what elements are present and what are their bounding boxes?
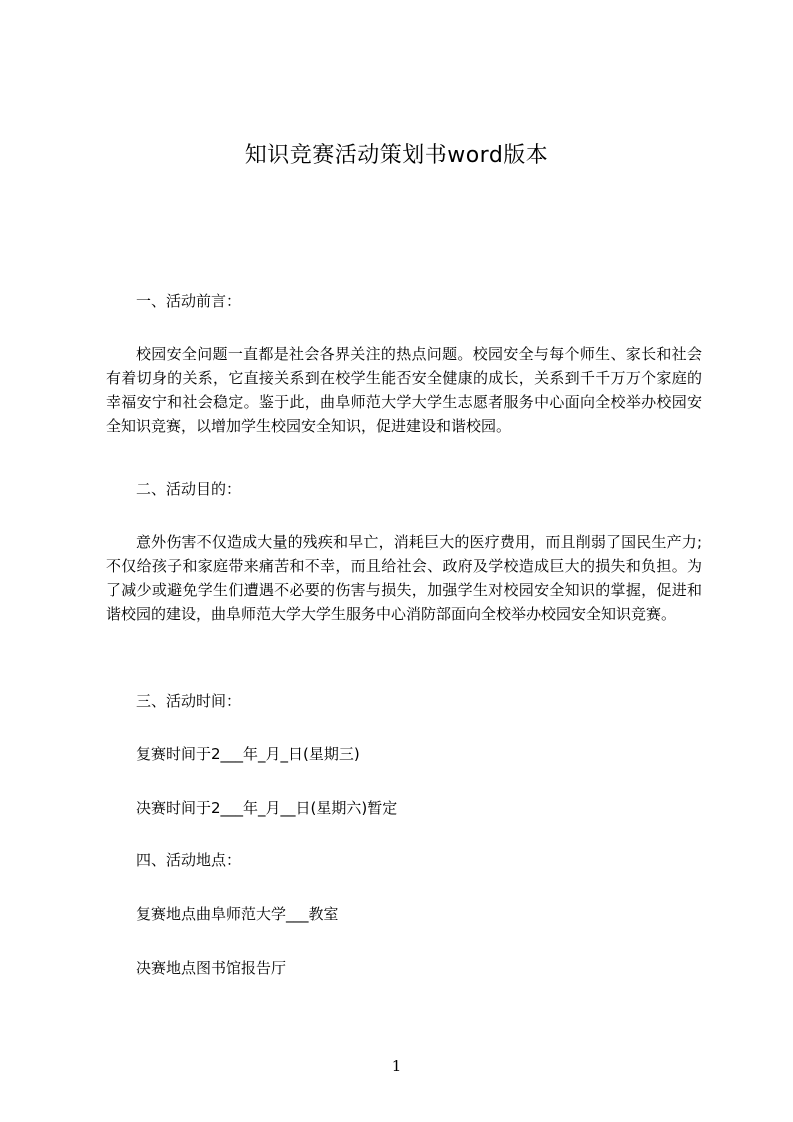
section-paragraph-purpose: 意外伤害不仅造成大量的残疾和早亡，消耗巨大的医疗费用，而且削弱了国民生产力;不仅给孩子和家庭带来痛苦和不幸，而且给社会、政府及学校造成巨大的损失和负担。为了减少或避免学生们遭遇不必要的伤害与损失，加强学生对校园安全知识的掌握，促进和谐校园的建设，曲阜师范大学大学生服务中心消防部面向全校举办校园安全知识竞赛。 bbox=[106, 533, 702, 623]
page-title: 知识竞赛活动策划书word版本 bbox=[244, 143, 549, 168]
final-location-line: 决赛地点图书馆报告厅 bbox=[136, 959, 287, 977]
final-time-line: 决赛时间于2___年_月__日(星期六)暂定 bbox=[136, 799, 398, 817]
semifinal-time-line: 复赛时间于2___年_月_日(星期三) bbox=[136, 745, 360, 763]
semifinal-location-line: 复赛地点曲阜师范大学___教室 bbox=[136, 905, 339, 923]
section-heading-location: 四、活动地点： bbox=[136, 851, 242, 869]
section-paragraph-preface: 校园安全问题一直都是社会各界关注的热点问题。校园安全与每个师生、家长和社会有着切身的关系，它直接关系到在校学生能否安全健康的成长，关系到千千万万个家庭的幸福安宁和社会稳定。鉴于此，曲阜师范大学大学生志愿者服务中心面向全校举办校园安全知识竞赛，以增加学生校园安全知识，促进建设和谐校园。 bbox=[106, 345, 702, 435]
section-heading-time: 三、活动时间： bbox=[136, 692, 242, 710]
page-number: 1 bbox=[391, 1057, 402, 1075]
section-heading-preface: 一、活动前言： bbox=[136, 292, 242, 310]
section-heading-purpose: 二、活动目的： bbox=[136, 480, 242, 498]
